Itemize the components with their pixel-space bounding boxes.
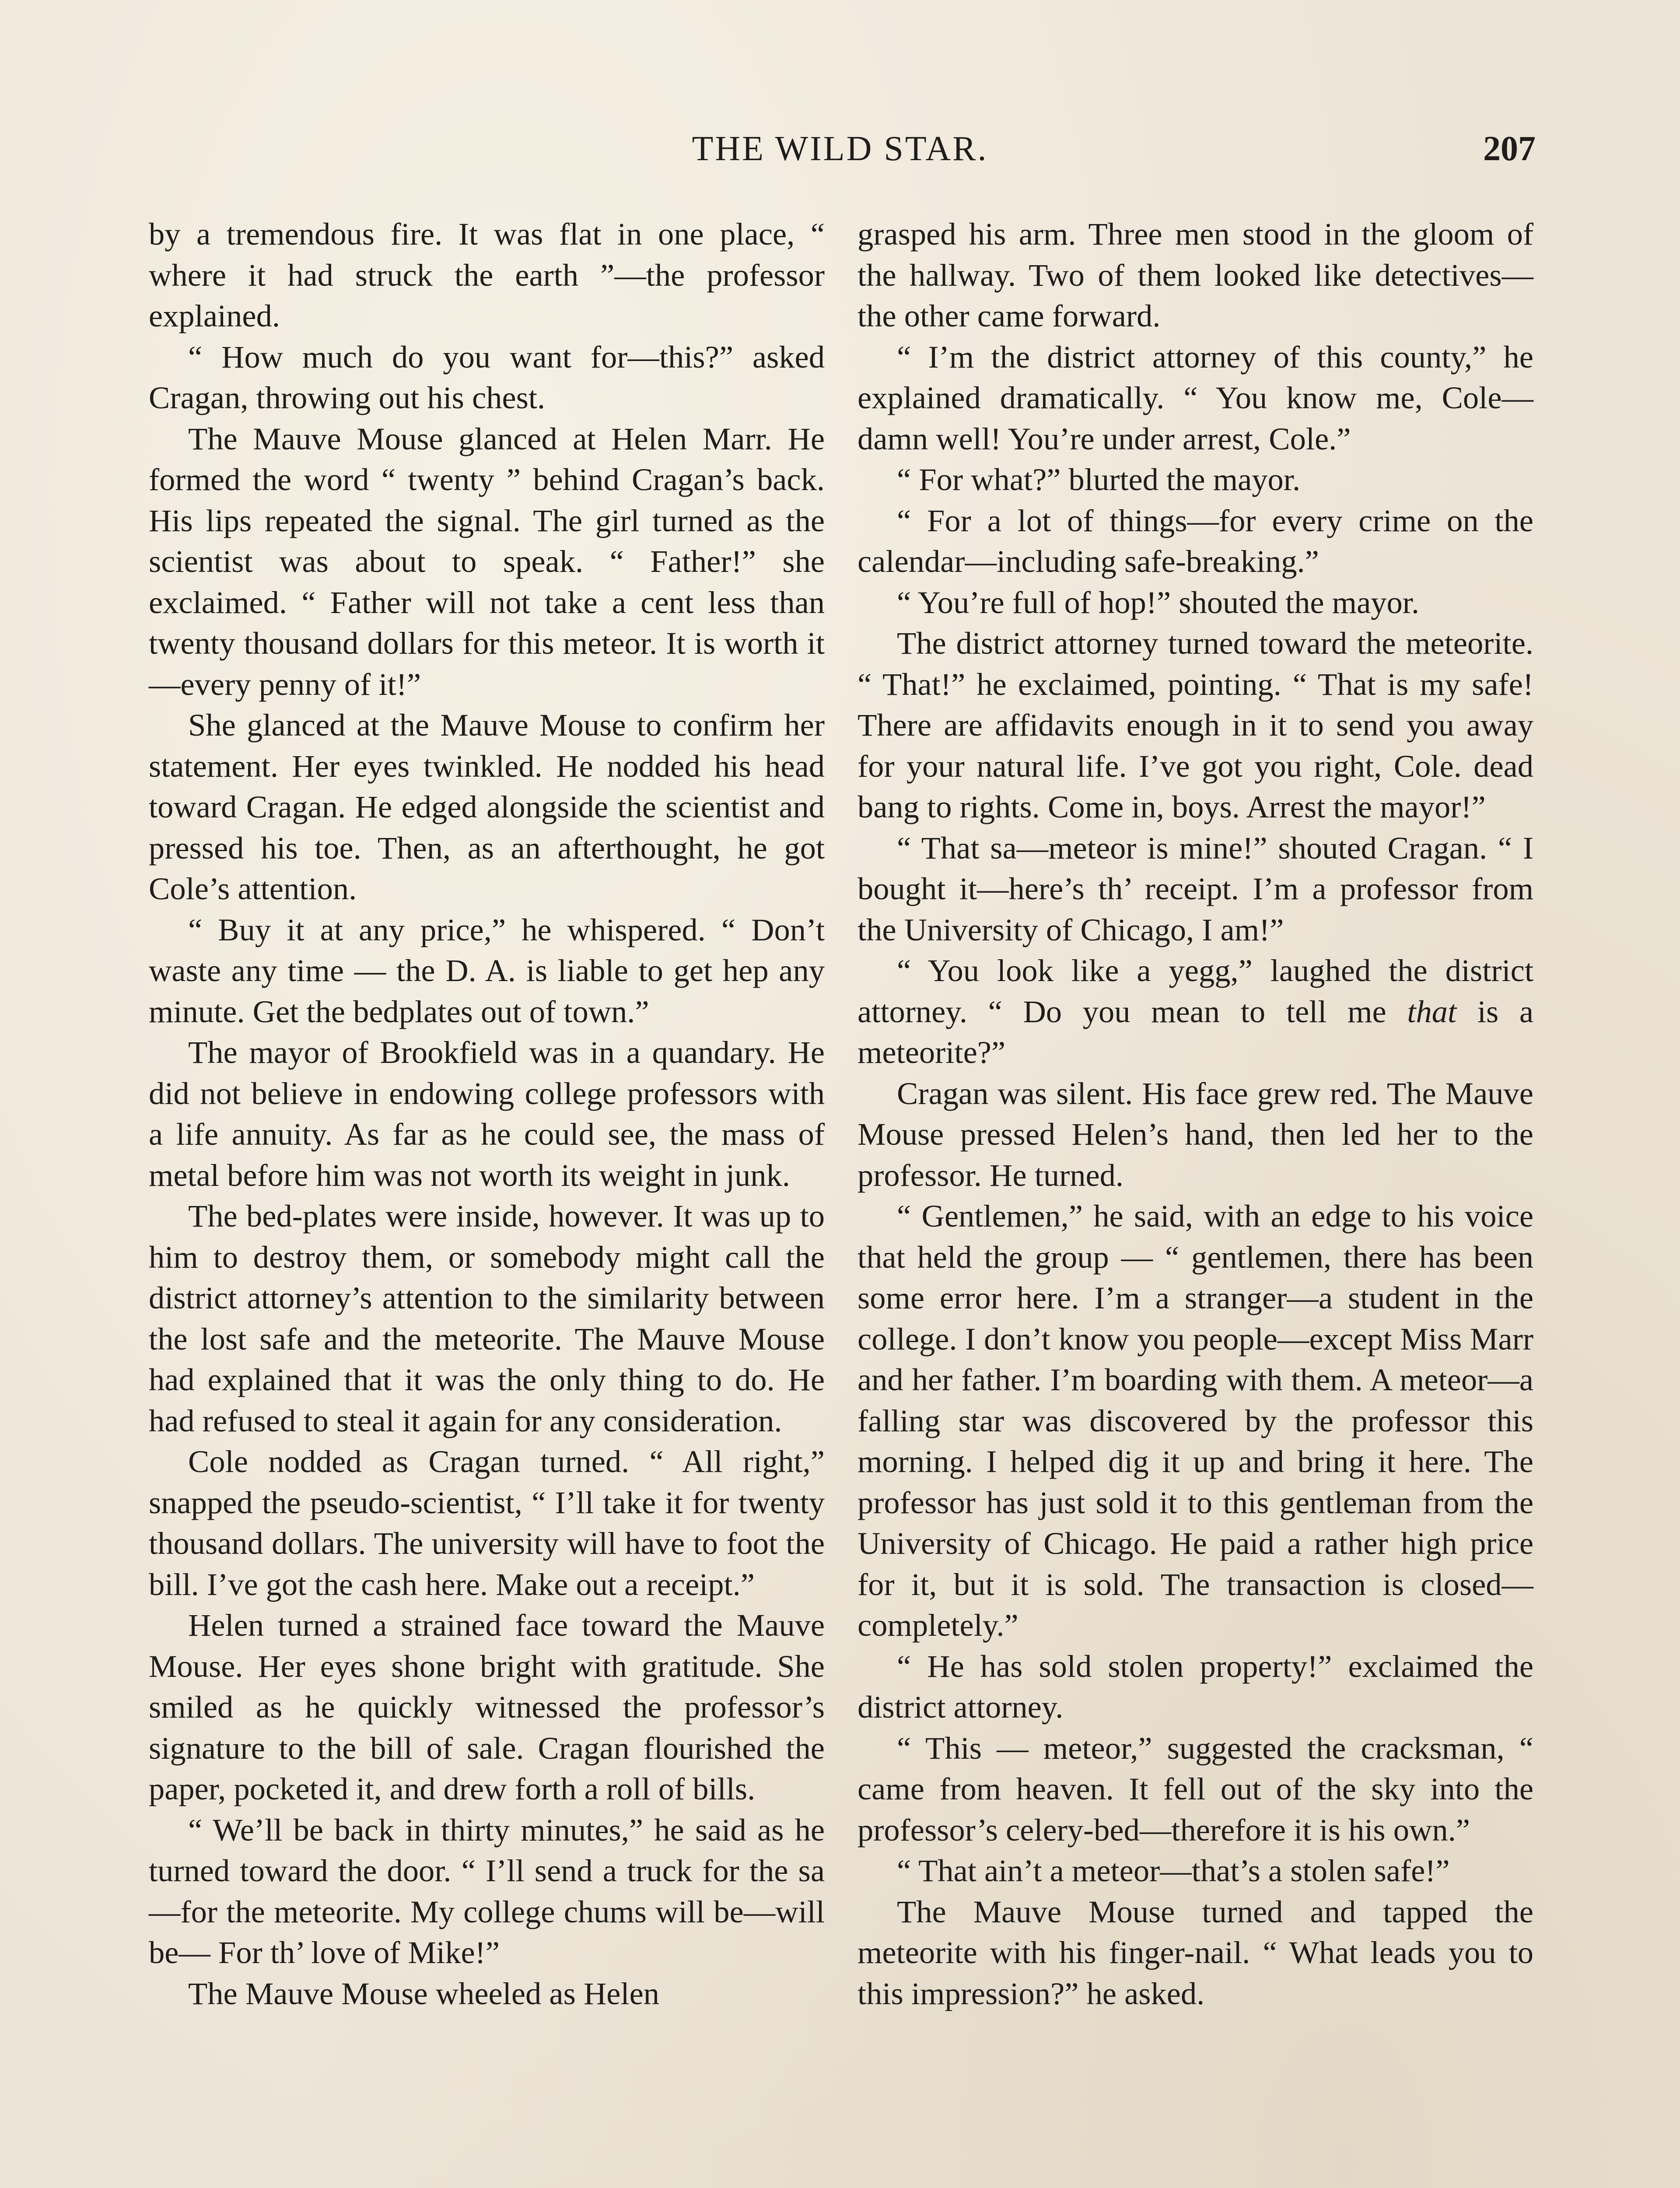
paragraph-text: “ You look like a yegg,” laughed the district attorney. “ Do you mean to tell me	[858, 953, 1533, 1029]
paragraph: She glanced at the Mauve Mouse to confirm her statement. Her eyes twinkled. He nodded his head toward Cragan. He edged alongside the scientist and pressed his toe. Then, as an afterthought, he got Cole’s attention.	[149, 707, 825, 906]
paragraph: Cole nodded as Cragan turned. “ All right,” snapped the pseudo-scientist, “ I’ll take it for twenty thousand dollars. The university will have to foot the bill. I’ve got the cash here. Make out a receipt.”	[149, 1444, 825, 1602]
paragraph: “ He has sold stolen property!” exclaimed the district attorney.	[858, 1648, 1533, 1725]
italic-emphasis: that	[1407, 993, 1457, 1029]
paragraph-text: is a meteorite?”	[858, 993, 1533, 1070]
paragraph: “ I’m the district attorney of this county,” he explained dramatically. “ You know me, Cole—damn well! You’re under arrest, Cole.”	[858, 339, 1533, 456]
paragraph: “ This — meteor,” suggested the cracksman, “ came from heaven. It fell out of the sky into the professor’s celery-bed—therefore it is his own.”	[858, 1730, 1533, 1848]
paragraph: “ Gentlemen,” he said, with an edge to his voice that held the group — “ gentlemen, there has been some error here. I’m a stranger—a student in the college. I don’t know you people—except Miss Marr and her father. I’m boarding with them. A meteor—a falling star was discovered by the professor this morning. I helped dig it up and bring it here. The professor has just sold it to this gentleman from the University of Chicago. He paid a rather high price for it, but it is sold. The transaction is closed—completely.”	[858, 1198, 1533, 1643]
paragraph: The Mauve Mouse wheeled as Helen	[188, 1975, 660, 2011]
paragraph: “ That sa—meteor is mine!” shouted Cragan. “ I bought it—here’s th’ receipt. I’m a professor from the University of Chicago, I am!”	[858, 830, 1533, 947]
paragraph: “ You’re full of hop!” shouted the mayor.	[897, 584, 1420, 620]
paragraph: The Mauve Mouse glanced at Helen Marr. He formed the word “ twenty ” behind Cragan’s back. His lips repeated the signal. The girl turned as the scientist was about to speak. “ Father!” she exclaimed. “ Father will not take a cent less than twenty thousand dollars for this meteor. It is worth it—every penny of it!”	[149, 421, 825, 702]
paragraph: “ For a lot of things—for every crime on the calendar—including safe-breaking.”	[858, 502, 1533, 579]
paragraph: “ That ain’t a meteor—that’s a stolen safe!”	[897, 1853, 1450, 1888]
paragraph	[858, 950, 1533, 1073]
paragraph: The Mauve Mouse turned and tapped the meteorite with his finger-nail. “ What leads you to this impression?” he asked.	[858, 1893, 1533, 2011]
right-column	[858, 214, 1533, 2014]
page-number: 207	[1483, 130, 1536, 168]
paragraph: “ Buy it at any price,” he whispered. “ Don’t waste any time — the D. A. is liable to get hep any minute. Get the bedplates out of town.”	[149, 912, 825, 1029]
paragraph: The bed-plates were inside, however. It was up to him to destroy them, or somebody might call the district attorney’s attention to the similarity between the lost safe and the meteorite. The Mauve Mouse had explained that it was the only thing to do. He had refused to steal it again for any consideration.	[149, 1198, 825, 1438]
paragraph: Helen turned a strained face toward the Mauve Mouse. Her eyes shone bright with gratitude. She smiled as he quickly witnessed the professor’s signature to the bill of sale. Cragan flourished the paper, pocketed it, and drew forth a roll of bills.	[149, 1607, 825, 1806]
paragraph: “ We’ll be back in thirty minutes,” he said as he turned toward the door. “ I’ll send a truck for the sa—for the meteorite. My college chums will be—will be— For th’ love of Mike!”	[149, 1812, 825, 1970]
running-title: THE WILD STAR.	[692, 130, 988, 168]
paragraph: grasped his arm. Three men stood in the gloom of the hallway. Two of them looked like detectives—the other came forward.	[858, 216, 1533, 333]
paragraph: The district attorney turned toward the meteorite. “ That!” he exclaimed, pointing. “ That is my safe! There are affidavits enough in it to send you away for your natural life. I’ve got you right, Cole. dead bang to rights. Come in, boys. Arrest the mayor!”	[858, 625, 1533, 824]
paragraph: “ How much do you want for—this?” asked Cragan, throwing out his chest.	[149, 339, 825, 415]
paragraph: by a tremendous fire. It was flat in one place, “ where it had struck the earth ”—the professor explained.	[149, 216, 825, 333]
left-column	[149, 214, 825, 2014]
paragraph: “ For what?” blurted the mayor.	[897, 462, 1301, 497]
paragraph: The mayor of Brookfield was in a quandary. He did not believe in endowing college professors with a life annuity. As far as he could see, the mass of metal before him was not worth its weight in junk.	[149, 1034, 825, 1193]
paragraph: Cragan was silent. His face grew red. The Mauve Mouse pressed Helen’s hand, then led her to the professor. He turned.	[858, 1075, 1533, 1193]
